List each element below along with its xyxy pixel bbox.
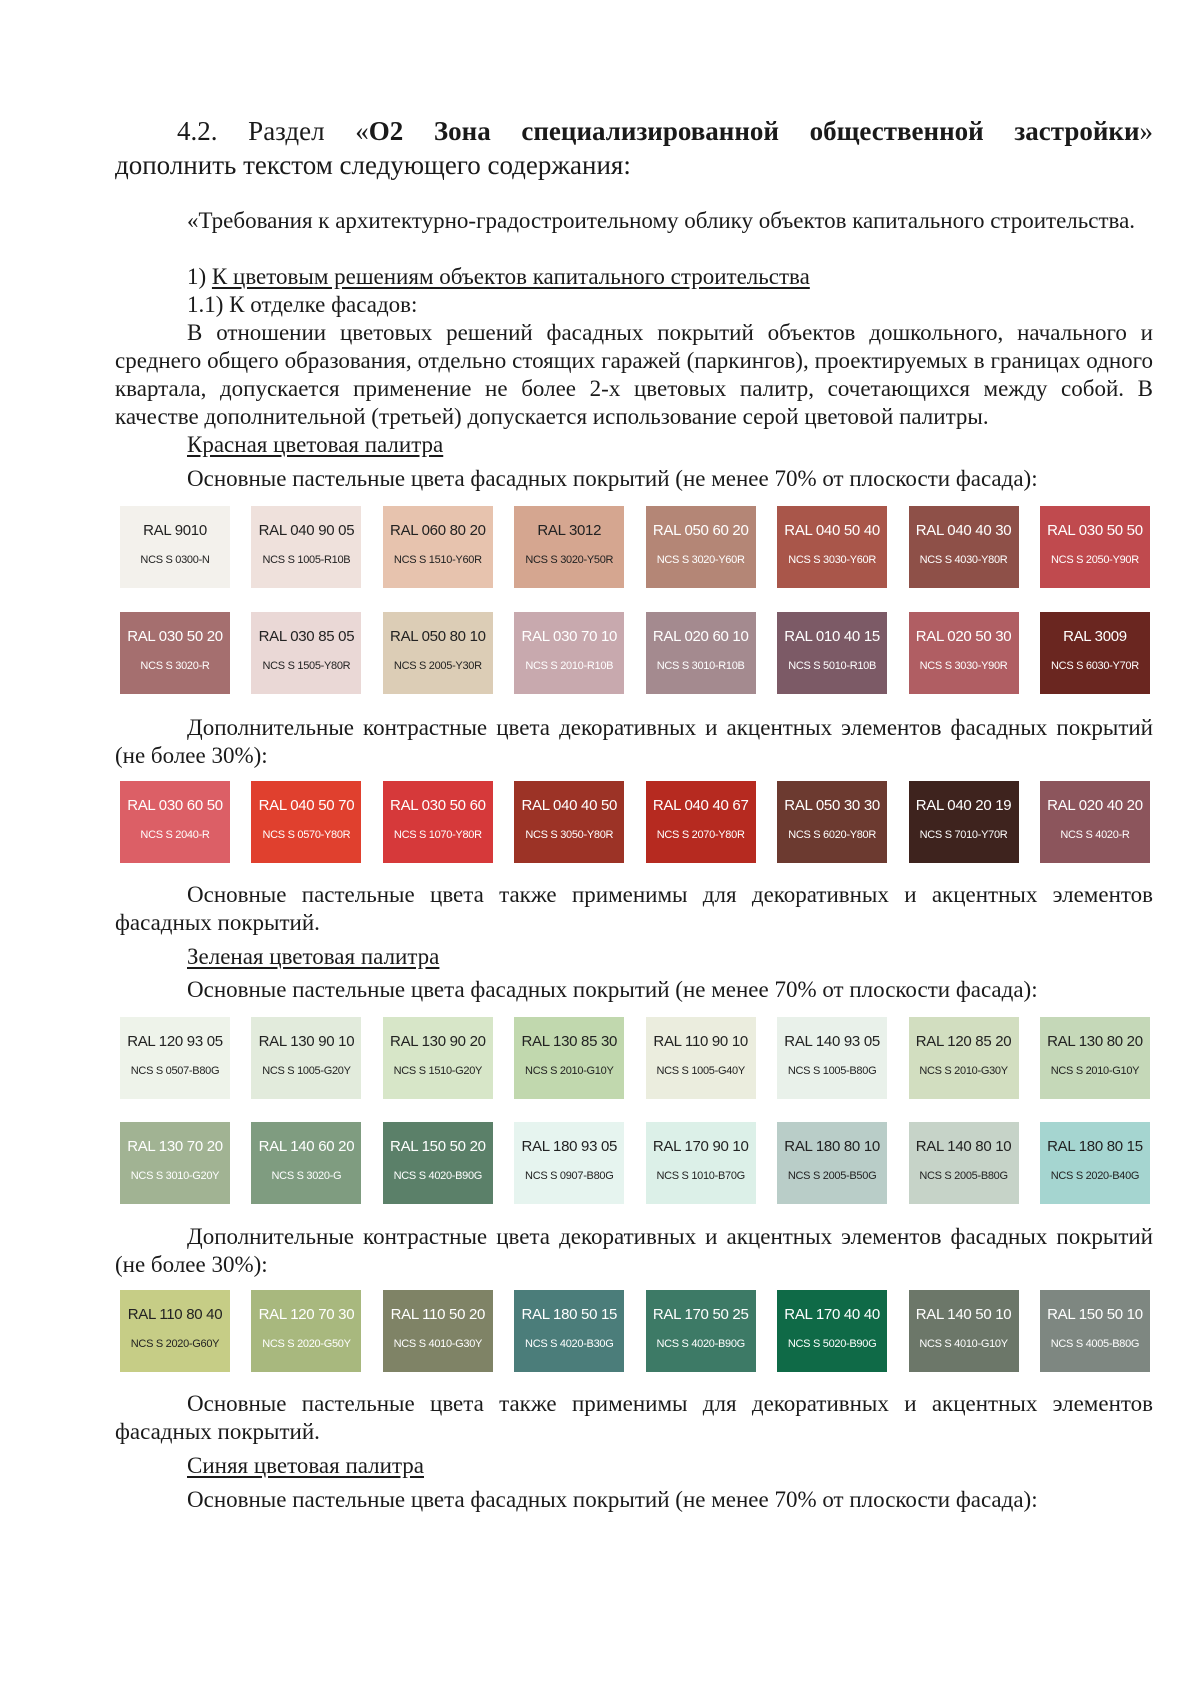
green-main-row-1 xyxy=(120,1017,1150,1099)
red-palette-title: Красная цветовая палитра xyxy=(187,432,444,457)
red-main-row-2 xyxy=(120,612,1150,694)
color-swatch xyxy=(120,612,230,694)
color-swatch xyxy=(383,1290,493,1372)
item-1-1: 1.1) К отделке фасадов: xyxy=(187,292,418,317)
color-swatch xyxy=(646,781,756,863)
ncs-code: NCS S 3030-Y60R xyxy=(788,554,877,566)
green-applicable-note: Основные пастельные цвета также применимы для декоративных и акцентных элементов фасадных покрытий. xyxy=(115,1391,1153,1444)
color-swatch xyxy=(1040,612,1150,694)
ral-code: RAL 130 85 30 xyxy=(521,1033,618,1050)
ral-code: RAL 020 60 10 xyxy=(652,628,749,645)
ral-code: RAL 040 40 50 xyxy=(521,797,618,814)
ral-code: RAL 050 80 10 xyxy=(390,628,486,645)
heading-number: 4.2. xyxy=(177,116,218,146)
body-paragraph: В отношении цветовых решений фасадных покрытий объектов дошкольного, начального и среднего общего образования, отдельно стоящих гаражей (паркингов), проектируемых в границах одного квартала, допускается применение не более 2-х цветовых палитр, сочетающихся между собой. В качестве дополнительной (третьей) допускается использование серой цветовой палитры. xyxy=(115,320,1153,429)
ral-code: RAL 130 90 20 xyxy=(390,1033,486,1050)
ral-code: RAL 180 80 15 xyxy=(1047,1138,1143,1155)
color-swatch xyxy=(777,1017,887,1099)
ncs-code: NCS S 0907-B80G xyxy=(525,1170,614,1182)
color-swatch xyxy=(383,1122,493,1204)
color-swatch xyxy=(120,781,230,863)
item-1-text: К цветовым решениям объектов капитального строительства xyxy=(211,264,810,289)
color-swatch xyxy=(777,612,887,694)
color-swatch xyxy=(646,1290,756,1372)
color-swatch xyxy=(383,506,493,588)
color-swatch xyxy=(909,1290,1019,1372)
red-accent-caption: Дополнительные контрастные цвета декоративных и акцентных элементов фасадных покрытий (не более 30%): xyxy=(115,715,1153,768)
ral-code: RAL 120 85 20 xyxy=(915,1033,1012,1050)
color-swatch xyxy=(777,781,887,863)
ncs-code: NCS S 7010-Y70R xyxy=(919,829,1008,841)
ncs-code: NCS S 4020-B90G xyxy=(393,1170,483,1182)
color-swatch xyxy=(251,1122,361,1204)
ncs-code: NCS S 3030-Y90R xyxy=(919,660,1008,672)
ncs-code: NCS S 1005-G20Y xyxy=(262,1065,351,1077)
ral-code: RAL 050 30 30 xyxy=(784,797,880,814)
color-swatch xyxy=(514,1122,624,1204)
ral-code: RAL 120 93 05 xyxy=(127,1033,223,1050)
heading-word: Раздел xyxy=(248,116,325,146)
color-swatch xyxy=(1040,781,1150,863)
ncs-code: NCS S 6020-Y80R xyxy=(788,829,877,841)
color-swatch xyxy=(909,506,1019,588)
ncs-code: NCS S 3020-R xyxy=(140,660,210,672)
green-main-row-2 xyxy=(120,1122,1150,1204)
ral-code: RAL 030 85 05 xyxy=(258,628,355,645)
blue-main-caption: Основные пастельные цвета фасадных покрытий (не менее 70% от плоскости фасада): xyxy=(187,1487,1038,1512)
color-swatch xyxy=(909,1122,1019,1204)
ncs-code: NCS S 1005-B80G xyxy=(787,1065,877,1077)
heading-title: «О2 Зона специализированной общественной застройки» xyxy=(355,116,1153,146)
ncs-code: NCS S 2010-R10B xyxy=(525,660,614,672)
color-swatch xyxy=(120,1122,230,1204)
ral-code: RAL 040 50 40 xyxy=(784,522,880,539)
ral-code: RAL 170 90 10 xyxy=(652,1138,749,1155)
ral-code: RAL 110 90 10 xyxy=(653,1033,748,1050)
ral-code: RAL 040 90 05 xyxy=(258,522,355,539)
section-heading xyxy=(115,114,1153,182)
color-swatch xyxy=(383,612,493,694)
ncs-code: NCS S 1510-Y60R xyxy=(393,554,482,566)
color-swatch xyxy=(514,781,624,863)
ral-code: RAL 040 40 67 xyxy=(652,797,749,814)
ncs-code: NCS S 1070-Y80R xyxy=(393,829,482,841)
ncs-code: NCS S 2020-G60Y xyxy=(130,1338,220,1350)
ral-code: RAL 020 50 30 xyxy=(915,628,1012,645)
color-swatch xyxy=(514,1290,624,1372)
ncs-code: NCS S 1510-G20Y xyxy=(393,1065,483,1077)
ncs-code: NCS S 3020-Y50R xyxy=(525,554,614,566)
color-swatch xyxy=(120,506,230,588)
ncs-code: NCS S 4020-B30G xyxy=(525,1338,614,1350)
color-swatch xyxy=(1040,1122,1150,1204)
ncs-code: NCS S 3050-Y80R xyxy=(525,829,614,841)
ncs-code: NCS S 2040-R xyxy=(140,829,210,841)
color-swatch xyxy=(251,1290,361,1372)
color-swatch xyxy=(646,1017,756,1099)
green-accent-row xyxy=(120,1290,1150,1372)
ncs-code: NCS S 2010-G10Y xyxy=(1050,1065,1140,1077)
ncs-code: NCS S 4020-B90G xyxy=(656,1338,745,1350)
ncs-code: NCS S 3020-G xyxy=(271,1170,342,1182)
ncs-code: NCS S 2020-G50Y xyxy=(262,1338,351,1350)
ncs-code: NCS S 0570-Y80R xyxy=(262,829,351,841)
ral-code: RAL 170 50 25 xyxy=(652,1306,749,1323)
ncs-code: NCS S 2005-B80G xyxy=(919,1170,1008,1182)
color-swatch xyxy=(514,1017,624,1099)
green-palette-title: Зеленая цветовая палитра xyxy=(187,944,440,969)
intro-paragraph: «Требования к архитектурно-градостроительному облику объектов капитального строительства. xyxy=(187,208,1136,233)
green-main-caption: Основные пастельные цвета фасадных покрытий (не менее 70% от плоскости фасада): xyxy=(187,977,1038,1002)
color-swatch xyxy=(383,1017,493,1099)
ncs-code: NCS S 0300-N xyxy=(140,554,210,566)
ral-code: RAL 030 50 20 xyxy=(127,628,223,645)
red-accent-row xyxy=(120,781,1150,863)
ral-code: RAL 030 50 60 xyxy=(390,797,486,814)
ncs-code: NCS S 2070-Y80R xyxy=(656,829,745,841)
color-swatch xyxy=(514,612,624,694)
ncs-code: NCS S 2005-B50G xyxy=(787,1170,877,1182)
color-swatch xyxy=(1040,1290,1150,1372)
red-main-row-1 xyxy=(120,506,1150,588)
ncs-code: NCS S 0507-B80G xyxy=(130,1065,220,1077)
color-swatch xyxy=(120,1017,230,1099)
ral-code: RAL 150 50 20 xyxy=(390,1138,486,1155)
ral-code: RAL 140 50 10 xyxy=(915,1306,1012,1323)
color-swatch xyxy=(1040,1017,1150,1099)
color-swatch xyxy=(251,506,361,588)
ral-code: RAL 130 90 10 xyxy=(258,1033,355,1050)
color-swatch xyxy=(646,506,756,588)
ncs-code: NCS S 2020-B40G xyxy=(1050,1170,1140,1182)
ral-code: RAL 050 60 20 xyxy=(652,522,749,539)
ral-code: RAL 030 60 50 xyxy=(127,797,223,814)
red-main-caption: Основные пастельные цвета фасадных покрытий (не менее 70% от плоскости фасада): xyxy=(187,466,1038,491)
ncs-code: NCS S 2010-G30Y xyxy=(919,1065,1008,1077)
color-swatch xyxy=(909,781,1019,863)
color-swatch xyxy=(909,612,1019,694)
ral-code: RAL 9010 xyxy=(143,522,207,539)
ncs-code: NCS S 2010-G10Y xyxy=(525,1065,614,1077)
ncs-code: NCS S 5020-B90G xyxy=(787,1338,877,1350)
ral-code: RAL 140 80 10 xyxy=(915,1138,1012,1155)
ral-code: RAL 060 80 20 xyxy=(390,522,486,539)
ncs-code: NCS S 4030-Y80R xyxy=(919,554,1008,566)
heading-rest: дополнить текстом следующего содержания: xyxy=(115,150,631,180)
color-swatch xyxy=(120,1290,230,1372)
ral-code: RAL 3012 xyxy=(537,522,602,539)
ral-code: RAL 110 50 20 xyxy=(390,1306,486,1323)
color-swatch xyxy=(251,1017,361,1099)
ral-code: RAL 010 40 15 xyxy=(784,628,880,645)
ncs-code: NCS S 3010-R10B xyxy=(656,660,745,672)
ncs-code: NCS S 5010-R10B xyxy=(788,660,877,672)
color-swatch xyxy=(777,1122,887,1204)
ncs-code: NCS S 2005-Y30R xyxy=(393,660,482,672)
ncs-code: NCS S 3020-Y60R xyxy=(656,554,745,566)
ral-code: RAL 140 93 05 xyxy=(784,1033,880,1050)
ncs-code: NCS S 1005-G40Y xyxy=(656,1065,745,1077)
color-swatch xyxy=(777,1290,887,1372)
ral-code: RAL 020 40 20 xyxy=(1047,797,1143,814)
red-applicable-note: Основные пастельные цвета также применимы для декоративных и акцентных элементов фасадных покрытий. xyxy=(115,882,1153,935)
ral-code: RAL 130 80 20 xyxy=(1047,1033,1143,1050)
ncs-code: NCS S 1005-R10B xyxy=(262,554,351,566)
ral-code: RAL 170 40 40 xyxy=(784,1306,880,1323)
ncs-code: NCS S 1505-Y80R xyxy=(262,660,351,672)
ral-code: RAL 040 40 30 xyxy=(915,522,1012,539)
ral-code: RAL 040 50 70 xyxy=(258,797,355,814)
ral-code: RAL 150 50 10 xyxy=(1047,1306,1143,1323)
ral-code: RAL 140 60 20 xyxy=(258,1138,355,1155)
ral-code: RAL 040 20 19 xyxy=(915,797,1012,814)
ncs-code: NCS S 6030-Y70R xyxy=(1051,660,1139,672)
blue-palette-title: Синяя цветовая палитра xyxy=(187,1453,424,1478)
ral-code: RAL 3009 xyxy=(1063,628,1127,645)
color-swatch xyxy=(646,1122,756,1204)
ncs-code: NCS S 4020-R xyxy=(1060,829,1130,841)
ral-code: RAL 180 50 15 xyxy=(521,1306,618,1323)
ral-code: RAL 120 70 30 xyxy=(258,1306,355,1323)
ral-code: RAL 030 70 10 xyxy=(521,628,618,645)
color-swatch xyxy=(514,506,624,588)
color-swatch xyxy=(646,612,756,694)
color-swatch xyxy=(777,506,887,588)
color-swatch xyxy=(251,612,361,694)
color-swatch xyxy=(909,1017,1019,1099)
green-accent-caption: Дополнительные контрастные цвета декоративных и акцентных элементов фасадных покрытий (не более 30%): xyxy=(115,1224,1153,1277)
ncs-code: NCS S 2050-Y90R xyxy=(1051,554,1139,566)
ncs-code: NCS S 4010-G30Y xyxy=(393,1338,483,1350)
ral-code: RAL 180 93 05 xyxy=(521,1138,618,1155)
ncs-code: NCS S 4010-G10Y xyxy=(919,1338,1008,1350)
ncs-code: NCS S 3010-G20Y xyxy=(130,1170,220,1182)
ncs-code: NCS S 4005-B80G xyxy=(1050,1338,1140,1350)
color-swatch xyxy=(1040,506,1150,588)
ncs-code: NCS S 1010-B70G xyxy=(656,1170,745,1182)
ral-code: RAL 110 80 40 xyxy=(127,1306,223,1323)
color-swatch xyxy=(383,781,493,863)
item-1: 1) К цветовым решениям объектов капитального строительства xyxy=(187,264,810,289)
color-swatch xyxy=(251,781,361,863)
ral-code: RAL 180 80 10 xyxy=(784,1138,880,1155)
ral-code: RAL 030 50 50 xyxy=(1047,522,1143,539)
ral-code: RAL 130 70 20 xyxy=(127,1138,223,1155)
